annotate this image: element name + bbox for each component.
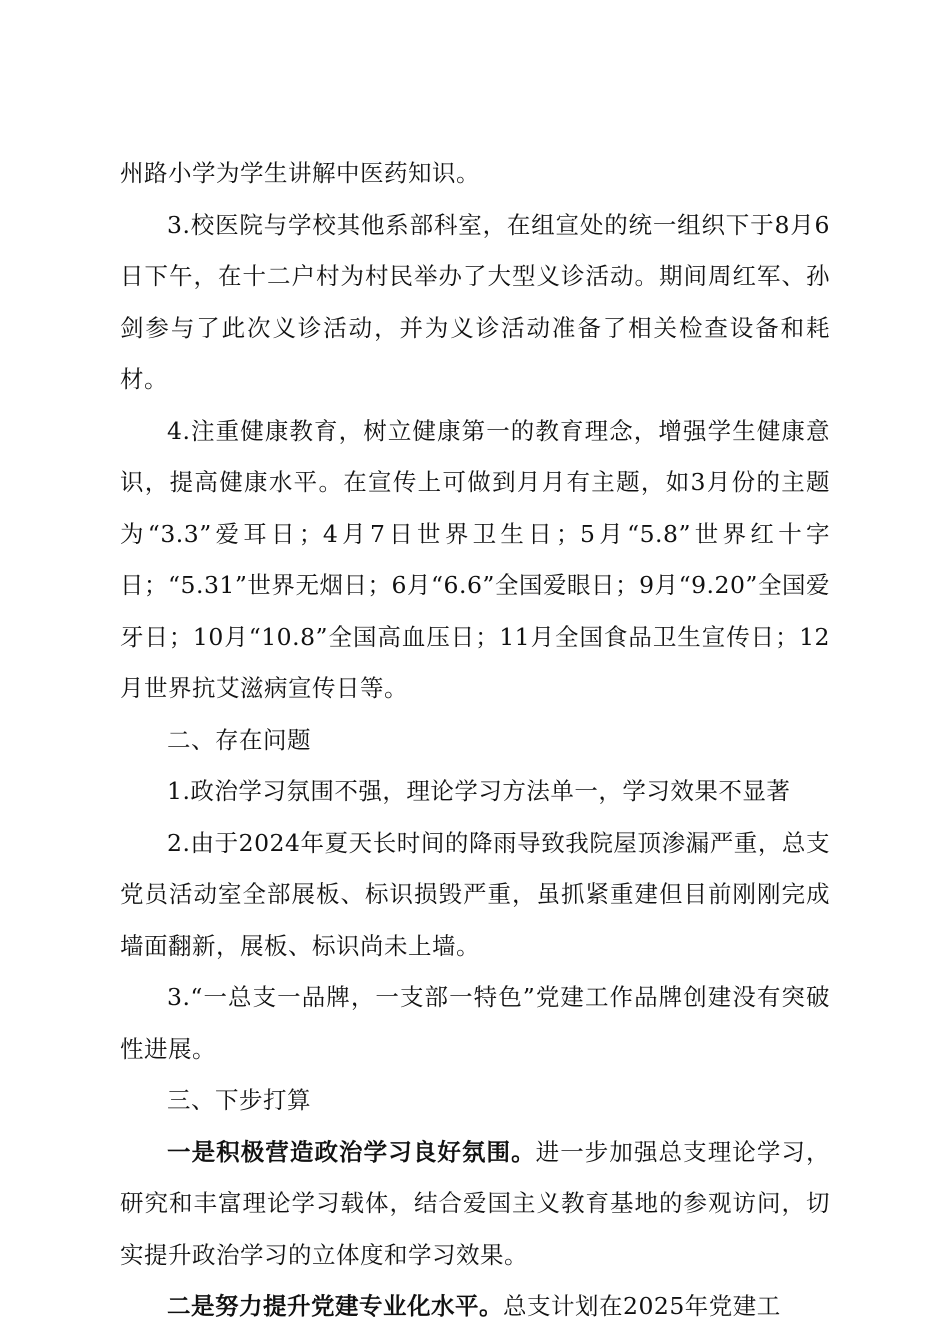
paragraph-item-4: [120, 406, 830, 715]
paragraph-text: 2.由于2024年夏天长时间的降雨导致我院屋顶渗漏严重，总支党员活动室全部展板、标识损毁严重，虽抓紧重建但目前刚刚完成墙面翻新，展板、标识尚未上墙。: [120, 828, 830, 960]
paragraph-text: 3.校医院与学校其他系部科室，在组宣处的统一组织下于8月6日下午，在十二户村为村民举办了大型义诊活动。期间周红军、孙剑参与了此次义诊活动，并为义诊活动准备了相关检查设备和耗材。: [120, 210, 830, 393]
problem-item-3: [120, 972, 830, 1075]
plan-item-1: [120, 1127, 830, 1282]
plan-lead-bold: 一是积极营造政治学习良好氛围。: [167, 1137, 536, 1166]
heading-text: 二、存在问题: [167, 725, 311, 754]
plan-item-2: [120, 1281, 830, 1333]
problem-item-1: [120, 766, 830, 818]
paragraph-text: 3.“一总支一品牌，一支部一特色”党建工作品牌创建没有突破性进展。: [120, 983, 830, 1063]
heading-text: 三、下步打算: [167, 1086, 311, 1114]
paragraph-continuation: [120, 148, 830, 200]
section-heading-next-steps: [120, 1075, 830, 1127]
paragraph-text: 进一步加强总支理论学习，研究和丰富理论学习载体，结合爱国主义教育基地的参观访问，切实提升政治学习的立体度和学习效果。: [120, 1137, 831, 1269]
document-page: [120, 148, 830, 1333]
paragraph-item-3: [120, 200, 830, 406]
plan-lead-bold: 二是努力提升党建专业化水平。: [167, 1292, 503, 1320]
problem-item-2: [120, 818, 830, 973]
paragraph-text: 总支计划在2025年党建工: [503, 1292, 781, 1320]
paragraph-text: 1.政治学习氛围不强，理论学习方法单一，学习效果不显著: [167, 777, 791, 805]
paragraph-text: 州路小学为学生讲解中医药知识。: [120, 159, 480, 187]
section-heading-problems: [120, 715, 830, 767]
paragraph-text: 4.注重健康教育，树立健康第一的教育理念，增强学生健康意识，提高健康水平。在宣传上可做到月月有主题，如3月份的主题为“3.3”爱耳日；4月7日世界卫生日；5月“5.8”世界红十字日；“5.31”世界无烟日；6月“6.6”全国爱眼日；9月“9.20”全国爱牙日；10月“10.8”全国高血压日；11月全国食品卫生宣传日；12月世界抗艾滋病宣传日等。: [120, 416, 830, 702]
